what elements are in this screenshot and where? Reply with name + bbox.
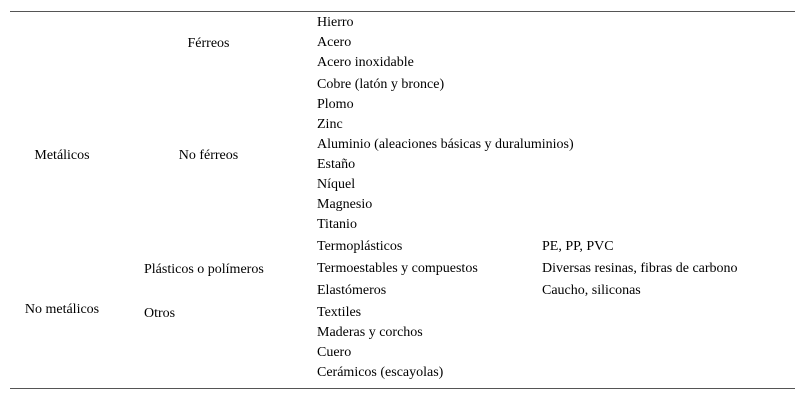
material-item: Cerámicos (escayolas) [317,365,444,380]
material-item: Titanio [317,217,357,232]
material-item: Acero [317,35,352,50]
table-bottom-rule [10,388,795,389]
material-item: Cobre (latón y bronce) [317,77,445,92]
material-item: Zinc [317,117,343,132]
subgroup-label-ferreos: Férreos [187,36,230,51]
material-example: PE, PP, PVC [542,239,614,254]
group-label-metalicos: Metálicos [34,148,90,163]
material-item: Níquel [317,177,356,192]
material-item: Textiles [317,305,362,320]
material-item: Cuero [317,345,352,360]
material-item: Hierro [317,15,354,30]
subgroup-label-no-ferreos: No férreos [178,148,239,163]
material-item: Maderas y corchos [317,325,423,340]
material-example: Caucho, siliconas [542,283,641,298]
material-item: Plomo [317,97,354,112]
material-item: Acero inoxidable [317,55,414,70]
group-label-no-metalicos: No metálicos [24,302,100,317]
material-item: Magnesio [317,197,373,212]
table-top-rule [10,11,795,12]
material-item: Aluminio (aleaciones básicas y duraluminios) [317,137,574,152]
material-item: Estaño [317,157,356,172]
material-item: Termoplásticos [317,239,403,254]
subgroup-label-plasticos: Plásticos o polímeros [144,262,264,277]
material-item: Elastómeros [317,283,387,298]
subgroup-label-otros: Otros [144,306,176,321]
material-example: Diversas resinas, fibras de carbono [542,261,738,276]
material-item: Termoestables y compuestos [317,261,478,276]
